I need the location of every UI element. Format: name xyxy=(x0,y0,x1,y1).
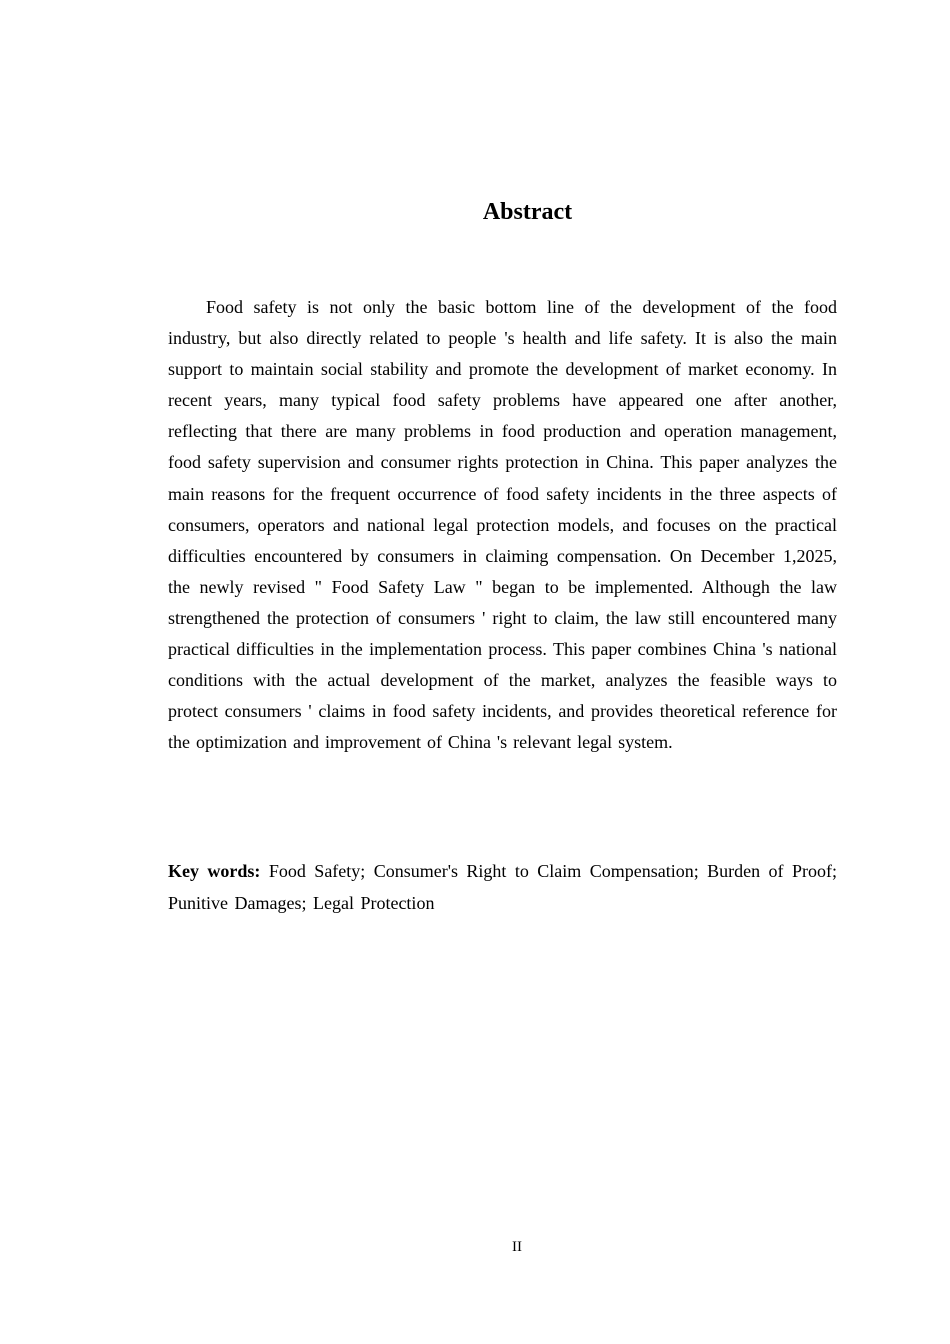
page-number: II xyxy=(512,1239,522,1255)
abstract-paragraph: Food safety is not only the basic bottom line of the development of the food industry, but also directly related to people 's health and life safety. It is also the main support to maintain social stability and promote the development of market economy. In recent years, many typical food safety problems have appeared one after another, reflecting that there are many problems in food production and operation management, food safety supervision and consumer rights protection in China. This paper analyzes the main reasons for the frequent occurrence of food safety incidents in the three aspects of consumers, operators and national legal protection models, and focuses on the practical difficulties encountered by consumers in claiming compensation. On December 1,2025, the newly revised " Food Safety Law " began to be implemented. Although the law strengthened the protection of consumers ' right to claim, the law still encountered many practical difficulties in the implementation process. This paper combines China 's national conditions with the actual development of the market, analyzes the feasible ways to protect consumers ' claims in food safety incidents, and provides theoretical reference for the optimization and improvement of China 's relevant legal system. xyxy=(168,297,837,753)
abstract-title: Abstract xyxy=(482,199,573,225)
keywords-label: Key words: xyxy=(168,861,261,881)
keywords-list: Food Safety; Consumer's Right to Claim Compensation; Burden of Proof; Punitive Damages; Legal Protection xyxy=(168,861,837,913)
keywords-paragraph xyxy=(168,856,837,919)
